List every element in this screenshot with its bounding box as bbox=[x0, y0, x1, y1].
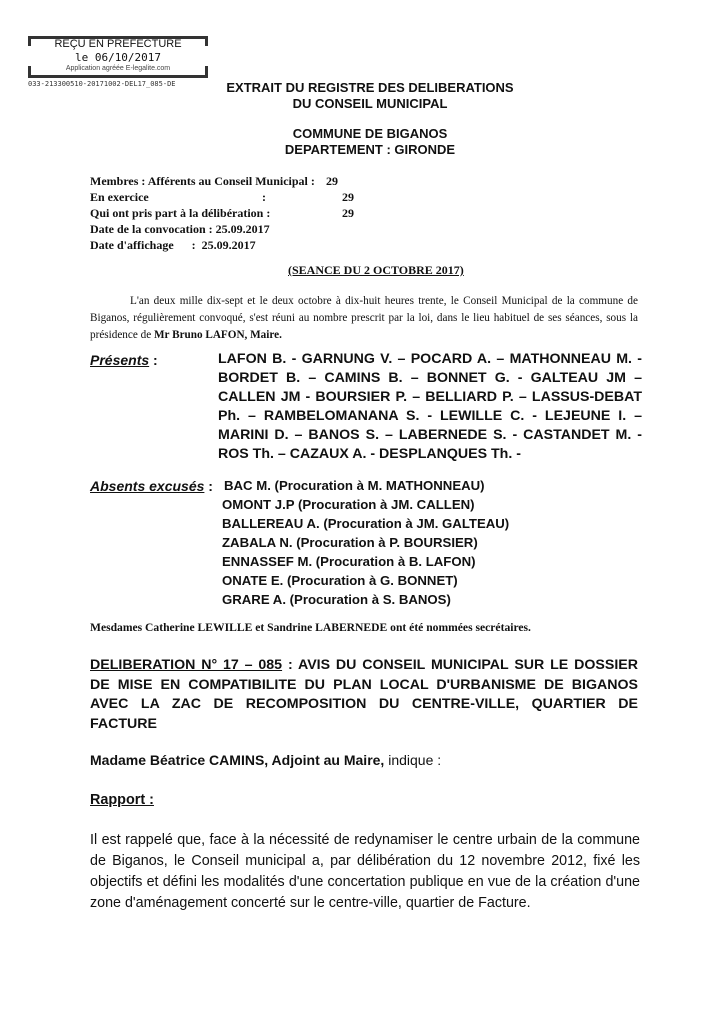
pris-part-label: Qui ont pris part à la délibération : bbox=[90, 206, 271, 220]
affichage-date: Date d'affichage : 25.09.2017 bbox=[90, 238, 256, 252]
intro-paragraph bbox=[90, 293, 638, 344]
absent-item: ONATE E. (Procuration à G. BONNET) bbox=[222, 573, 458, 588]
absent-item: OMONT J.P (Procuration à JM. CALLEN) bbox=[222, 497, 475, 512]
deliberation-subject: : AVIS DU CONSEIL MUNICIPAL SUR LE DOSSIER DE MISE EN COMPATIBILITE DU PLAN LOCAL D'URBANISME DE BIGANOS AVEC LA ZAC DE RECOMPOSITION DU CENTRE-VILLE, QUARTIER DE FACTURE bbox=[90, 657, 638, 732]
absent-item: GRARE A. (Procuration à S. BANOS) bbox=[222, 592, 451, 607]
adjoint-line bbox=[90, 752, 441, 768]
register-title: EXTRAIT DU REGISTRE DES DELIBERATIONS bbox=[226, 80, 514, 95]
deliberation-title bbox=[90, 656, 638, 734]
membres-value: 29 bbox=[326, 174, 338, 188]
presents-colon: : bbox=[149, 352, 158, 368]
absents-label: Absents excusés bbox=[90, 478, 205, 494]
stamp-application: Application agréée E-legalite.com bbox=[65, 65, 171, 72]
membres-label: Membres : Afférents au Conseil Municipal : bbox=[90, 174, 315, 188]
absents-list bbox=[218, 476, 509, 609]
absents-heading bbox=[90, 478, 213, 494]
departement-title: DEPARTEMENT : GIRONDE bbox=[284, 142, 456, 157]
presents-label: Présents bbox=[90, 352, 150, 368]
stamp-border-bottom bbox=[28, 75, 208, 78]
absent-item: BALLEREAU A. (Procuration à JM. GALTEAU) bbox=[222, 516, 510, 531]
absents-colon: : bbox=[204, 478, 213, 494]
stamp-reference: 033-213300510-20171002-DEL17_085-DE bbox=[28, 80, 176, 88]
seance-title: (SEANCE DU 2 OCTOBRE 2017) bbox=[288, 263, 464, 277]
rapport-paragraph: Il est rappelé que, face à la nécessité de redynamiser le centre urbain de la commune de Biganos, le Conseil municipal a, par délibération du 12 novembre 2012, fixé les objectifs et défini les modalités d'une concertation publique en vue de la création d'une zone d'aménagement concerté sur le centre-ville, quartier de Facture. bbox=[90, 832, 640, 911]
absent-item: ENNASSEF M. (Procuration à B. LAFON) bbox=[222, 554, 476, 569]
prefecture-stamp bbox=[28, 36, 208, 76]
stamp-received-label: REÇU EN PREFECTURE bbox=[54, 38, 182, 50]
presents-heading bbox=[90, 352, 158, 368]
presents-names: LAFON B. - GARNUNG V. – POCARD A. – MATHONNEAU M. - BORDET B. – CAMINS B. – BONNET G. - GALTEAU JM – CALLEN JM - BOURSIER P. – BELLIARD P. – LASSUS-DEBAT Ph. – RAMBELOMANANA S. - LEWILLE C. - LEJEUNE I. – MARINI D. – BANOS S. – LABERNEDE S. - CASTANDET M. - ROS Th. – CAZAUX A. - DESPLANQUES Th. - bbox=[218, 351, 642, 462]
council-title: DU CONSEIL MUNICIPAL bbox=[292, 96, 448, 111]
stamp-date: le 06/10/2017 bbox=[74, 51, 162, 64]
commune-title: COMMUNE DE BIGANOS bbox=[292, 126, 448, 141]
rapport-heading: Rapport : bbox=[90, 792, 154, 808]
adjoint-verb: indique : bbox=[384, 752, 442, 768]
exercice-label: En exercice bbox=[90, 190, 149, 204]
exercice-colon: : bbox=[262, 190, 266, 204]
secretaires-line: Mesdames Catherine LEWILLE et Sandrine LABERNEDE ont été nommées secrétaires. bbox=[90, 621, 531, 634]
intro-president: Mr Bruno LAFON, Maire. bbox=[153, 329, 282, 341]
deliberation-number: DELIBERATION N° 17 – 085 bbox=[90, 657, 283, 673]
convocation-date: Date de la convocation : 25.09.2017 bbox=[90, 222, 270, 236]
adjoint-name: Madame Béatrice CAMINS, Adjoint au Maire, bbox=[90, 752, 385, 768]
pris-part-value: 29 bbox=[342, 206, 354, 220]
absent-item: ZABALA N. (Procuration à P. BOURSIER) bbox=[222, 535, 478, 550]
exercice-value: 29 bbox=[342, 190, 354, 204]
absent-item: BAC M. (Procuration à M. MATHONNEAU) bbox=[224, 478, 485, 493]
intro-text: L'an deux mille dix-sept et le deux octobre à dix-huit heures trente, le Conseil Municipal de la commune de Biganos, régulièrement convoqué, s'est réuni au nombre prescrit par la loi, dans le lieu habituel de ses séances, sous la présidence de bbox=[90, 295, 638, 341]
